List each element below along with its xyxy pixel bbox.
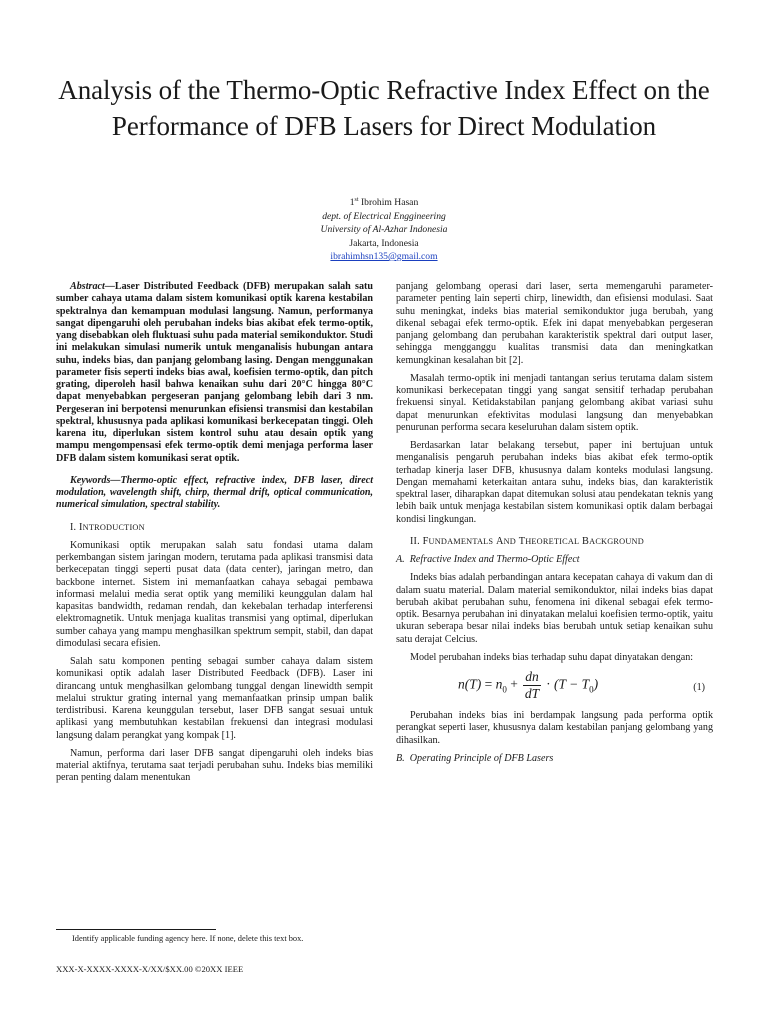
section1-title-rest: NTRODUCTION	[82, 522, 145, 532]
abstract-label: Abstract	[70, 281, 105, 292]
keywords-dash: —	[110, 474, 121, 486]
author-email-link[interactable]: ibrahimhsn135@gmail.com	[330, 251, 438, 262]
section-heading-introduction	[56, 522, 373, 534]
subsection-b-title: Operating Principle of DFB Lasers	[409, 752, 554, 764]
section2-w3-initial: T	[518, 535, 526, 547]
section1-number: I.	[70, 521, 77, 533]
author-name-line	[200, 196, 568, 210]
right-column	[396, 281, 713, 765]
section2-w4-initial: B	[582, 535, 590, 547]
eq-close: )	[593, 676, 599, 692]
left-column	[56, 281, 373, 785]
abstract-text: Laser Distributed Feedback (DFB) merupakan salah satu sumber cahaya utama dalam sistem komunikasi optik karena kestabilan spektralnya dan kemampuan modulasi langsung. Namun, performanya sangat dipengaruhi oleh perubahan indeks bias akibat efek termo-optik, yang disebabkan oleh fluktuasi suhu pada material semikonduktor. Studi ini melakukan simulasi numerik untuk menganalisis hubungan antara suhu, indeks bias, dan panjang gelombang lasing. Dengan menggunakan parameter fisis seperti indeks bias awal, koefisien termo-optik, dan pitch grating, diperoleh hasil bahwa kenaikan suhu dari 20°C hingga 80°C dapat menyebabkan pergeseran panjang gelombang lebih dari 3 nm. Pergeseran ini berpotensi menurunkan efisiensi transmisi dan kestabilan spektral, khususnya pada aplikasi komunikasi berkecepatan tinggi. Oleh karena itu, diperlukan sistem kontrol suhu atau desain optik yang mampu mengompensasi efek termo-optik demi menjaga performa laser DFB dalam sistem komunikasi serat optik.	[56, 281, 373, 464]
intro-continuation: panjang gelombang operasi dari laser, serta memengaruhi parameter-parameter penting lain seperti chirp, linewidth, dan efisiensi modulasi. Saat suhu meningkat, indeks bias material semikonduktor juga berubah, yang dikenal sebagai efek termo-optik. Efek ini dapat menyebabkan pergeseran panjang gelombang dan perubahan karakteristik spektral dari output laser, sehingga mengganggu kualitas transmisi data dan meningkatkan kemungkinan kesalahan bit [2].	[396, 281, 713, 366]
eq-paren: (T − T	[554, 676, 590, 692]
section2-paragraph-1: Indeks bias adalah perbandingan antara kecepatan cahaya di vakum dan di dalam suatu material. Dalam material semikonduktor, nilai indeks bias dapat berubah akibat perubahan suhu, fenomena ini dikenal sebagai efek termo-optik. Besarnya perubahan ini dinyatakan melalui koefisien termo-optik, yaitu ukuran seberapa besar nilai indeks bias berubah untuk setiap kenaikan suhu satu derajat Celcius.	[396, 572, 713, 645]
section2-w1-initial: F	[422, 535, 429, 547]
author-university: University of Al-Azhar Indonesia	[320, 224, 448, 235]
section2-w3-rest: HEORETICAL	[525, 536, 580, 546]
eq-denominator: dT	[524, 686, 540, 701]
author-ordinal-suffix: st	[354, 196, 359, 203]
eq-numerator: dn	[525, 669, 539, 684]
intro-paragraph-5: Berdasarkan latar belakang tersebut, paper ini bertujuan untuk menganalisis pengaruh perubahan indeks bias akibat efek termo-optik terhadap kinerja laser DFB, khususnya dalam konteks modulasi langsung. Dengan memahami keterkaitan antara suhu, indeks bias, dan karakteristik spektral laser, diharapkan dapat ditemukan solusi atau pendekatan teknis yang lebih baik untuk menjaga kestabilan sistem komunikasi optik dalam berbagai kondisi lingkungan.	[396, 440, 713, 525]
footnote-divider	[56, 929, 216, 930]
section2-paragraph-2: Model perubahan indeks bias terhadap suhu dapat dinyatakan dengan:	[410, 651, 694, 663]
eq-equals: =	[484, 676, 493, 692]
intro-paragraph-3: Namun, performa dari laser DFB sangat dipengaruhi oleh indeks bias material aktifnya, terutama saat terjadi perubahan suhu. Indeks bias memiliki peran penting dalam menentukan	[56, 747, 373, 784]
keywords-text: Thermo-optic effect, refractive index, DFB laser, direct modulation, wavelength shift, chirp, thermal drift, optical communication, numerical simulation, spectral stability.	[56, 474, 373, 511]
eq-lhs: n(T)	[458, 676, 482, 692]
abstract-paragraph	[56, 281, 373, 465]
subsection-a-label: A.	[396, 554, 405, 565]
author-ordinal: 1	[349, 197, 355, 208]
eq-n0-sub: 0	[502, 684, 507, 695]
section2-w1-rest: UNDAMENTALS	[428, 536, 494, 546]
eq-plus: +	[510, 676, 518, 692]
eq-t0-sub: 0	[589, 684, 594, 695]
intro-paragraph-4: Masalah termo-optik ini menjadi tantangan serius terutama dalam sistem komunikasi berkecepatan tinggi yang sangat sensitif terhadap perubahan frekuensi sinyal. Ketidakstabilan panjang gelombang akibat variasi suhu dapat menurunkan efektivitas modulasi langsung dan menyebabkan penurunan performa secara keseluruhan dalam sistem optik.	[396, 372, 713, 433]
subsection-b-label: B.	[396, 752, 405, 764]
subsection-heading-a	[396, 554, 713, 566]
section1-title-initial: I	[79, 521, 83, 533]
section2-w2-initial: A	[495, 535, 504, 547]
subsection-a-title: Refractive Index and Thermo-Optic Effect	[409, 554, 580, 565]
section2-number: II.	[410, 535, 420, 547]
section2-w2-rest: ND	[503, 536, 516, 546]
section2-w4-rest: ACKGROUND	[589, 536, 644, 546]
abstract-dash: —	[104, 281, 115, 292]
equation-body	[458, 669, 598, 702]
copyright-line: XXX-X-XXXX-XXXX-X/XX/$XX.00 ©20XX IEEE	[56, 964, 244, 974]
author-location: Jakarta, Indonesia	[349, 237, 419, 249]
keywords-paragraph	[56, 475, 373, 512]
paper-title: Analysis of the Thermo-Optic Refractive Index Effect on the Performance of DFB Lasers for Direct Modulation	[58, 75, 710, 141]
author-name: Ibrohim Hasan	[360, 197, 419, 208]
subsection-heading-b	[396, 753, 713, 765]
eq-n0: n	[495, 676, 503, 692]
section2-paragraph-3: Perubahan indeks bias ini berdampak langsung pada performa optik perangkat seperti laser, khususnya dalam kestabilan panjang gelombang yang dihasilkan.	[396, 710, 713, 746]
keywords-label: Keywords	[70, 474, 111, 486]
author-block	[200, 196, 568, 264]
equation-number: (1)	[693, 682, 705, 693]
eq-dot: ·	[546, 676, 551, 692]
eq-fraction	[523, 669, 541, 702]
equation-1	[396, 668, 713, 704]
section-heading-fundamentals	[396, 536, 713, 548]
intro-paragraph-2: Salah satu komponen penting sebagai sumber cahaya dalam sistem komunikasi optik adalah laser Distributed Feedback (DFB). Laser ini dirancang untuk menghasilkan gelombang tunggal dengan linewidth sempit melalui struktur grating internal yang memanfaatkan prinsip umpan balik terdistribusi. Karena keunggulan tersebut, laser DFB sangat sesuai untuk aplikasi yang membutuhkan kestabilan frekuensi dan integrasi modulasi langsung dalam perangkat yang kompak [1].	[56, 656, 373, 741]
funding-footnote: Identify applicable funding agency here. If none, delete this text box.	[72, 934, 304, 943]
intro-paragraph-1: Komunikasi optik merupakan salah satu fondasi utama dalam perkembangan sistem jaringan modern, terutama pada aplikasi transmisi data berkecepatan tinggi seperti pusat data (data center), jaringan metro, dan backbone internet. Sistem ini memanfaatkan cahaya sebagai pembawa informasi melalui media serat optik yang memiliki keunggulan dalam hal kapasitas bandwidth, redaman rendah, dan kekebalan terhadap interferensi elektromagnetik. Untuk menjaga kualitas transmisi yang optimal, diperlukan sumber cahaya yang mampu menghasilkan spektrum sempit, stabil, dan dapat dimodulasi secara efisien.	[56, 539, 373, 649]
author-department: dept. of Electrical Enggineering	[322, 210, 446, 222]
